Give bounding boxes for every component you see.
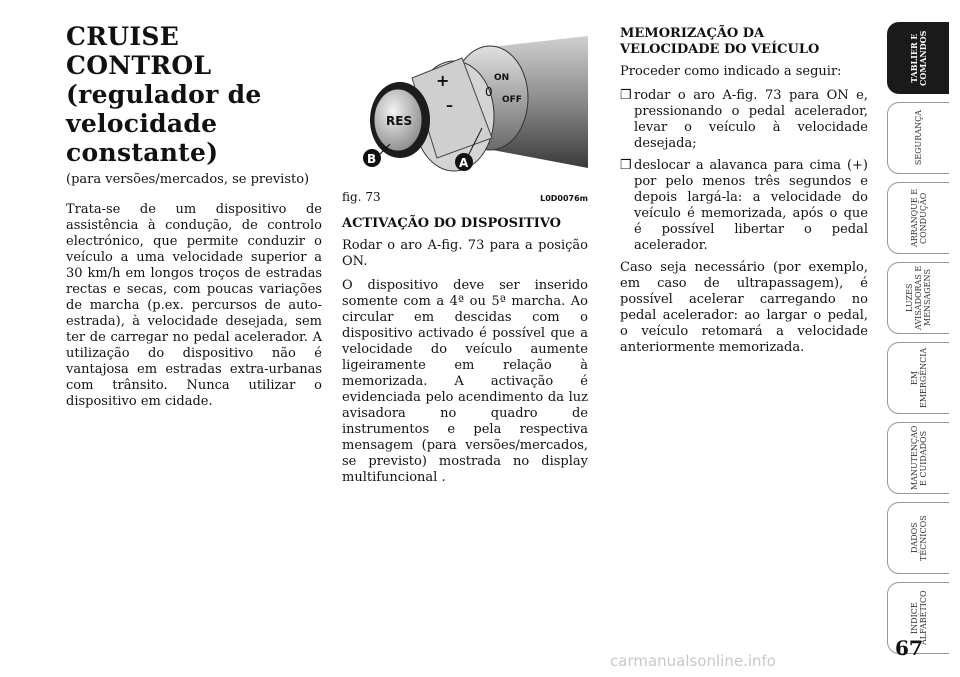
activation-heading: ACTIVAÇÃO DO DISPOSITIVO [342,216,562,231]
activation-column [342,28,588,494]
minus-label: – [446,98,453,114]
memorization-note: Caso seja necessário (por exemplo, em caso de ultrapassagem), é possível acelerar carregando no pedal acelerador: ao largar o pedal, o veículo retomará a velocidade anteriormente memorizada. [620,260,868,355]
checkbox-bullet-icon: ❒ [620,158,632,173]
zero-label: 0 [485,85,493,99]
tab-arranque-e-conducao[interactable]: ARRANQUE E CONDUÇÃO [887,182,949,254]
page-number: 67 [895,636,923,660]
tab-manutencao-e-cuidados[interactable]: MANUTENÇÃO E CUIDADOS [887,422,949,494]
list-item-text: deslocar a alavanca para cima (+) por pelo menos três segundos e depois largá-la: a velocidade do veículo é memorizada, após o que é possível libertar o pedal acelerador. [634,158,868,253]
intro-paragraph: Trata-se de um dispositivo de assistência à condução, de controlo electrónico, que permite conduzir o veículo a uma velocidade superior a 30 km/h em longos troços de estradas rectas e secas, com poucas variações de marcha (p.ex. percursos de auto-estrada), à velocidade desejada, sem ter de carregar no pedal acelerador. A utilização do dispositivo não é vantajosa em estradas extra-urbanas com trânsito. Nunca utilizar o dispositivo em cidade. [66,202,322,409]
res-label: RES [386,114,413,128]
figure-caption [342,190,588,204]
memorization-column [620,26,868,364]
tab-em-emergencia[interactable]: EM EMERGÊNCIA [887,342,949,414]
section-tabs [887,22,950,662]
page-title: CRUISE CONTROL (regulador de velocidade constante) [66,22,262,167]
list-item-text: rodar o aro A-fig. 73 para ON e, pressionando o pedal acelerador, levar o veículo à velocidade desejada; [634,88,868,151]
activation-paragraph-2: O dispositivo deve ser inserido somente com a 4ª ou 5ª marcha. Ao circular em descidas com o dispositivo activado é possível que a velocidade do veículo aumente ligeiramente em relação à memorizada. A activação é evidenciada pelo acendimento da luz avisadora no quadro de instrumentos e pela respectiva mensagem (para versões/mercados, se previsto) mostrada no display multifuncional . [342,278,588,485]
off-label: OFF [502,95,522,105]
memorization-heading: MEMORIZAÇÃO DA VELOCIDADE DO VEÍCULO [620,26,820,57]
marker-a: A [459,156,469,170]
figure-label: fig. 73 [342,190,381,204]
memorization-intro: Proceder como indicado a seguir: [620,64,842,79]
tab-luzes-avisadoras[interactable]: LUZES AVISADORAS E MENSAGENS [887,262,949,334]
intro-column [66,22,322,418]
cruise-control-lever-illustration [342,28,588,188]
on-label: ON [494,73,510,83]
checkbox-bullet-icon: ❒ [620,88,632,103]
tab-tablier-e-comandos[interactable]: TABLIER E COMANDOS [887,22,949,94]
tab-dados-tecnicos[interactable]: DADOS TÉCNICOS [887,502,949,574]
activation-paragraph-1: Rodar o aro A-fig. 73 para a posição ON. [342,238,588,269]
figure-code: L0D0076m [540,194,588,203]
plus-label: + [436,71,450,90]
page-subtitle: (para versões/mercados, se previsto) [66,172,310,187]
marker-b: B [367,152,377,166]
cruise-control-figure [342,28,588,188]
tab-indice-alfabetico[interactable]: ÍNDICE ALFABÉTICO [887,582,949,654]
tab-seguranca[interactable]: SEGURANÇA [887,102,949,174]
watermark: carmanualsonline.info [610,652,776,670]
list-item [620,158,868,254]
list-item [620,88,868,152]
